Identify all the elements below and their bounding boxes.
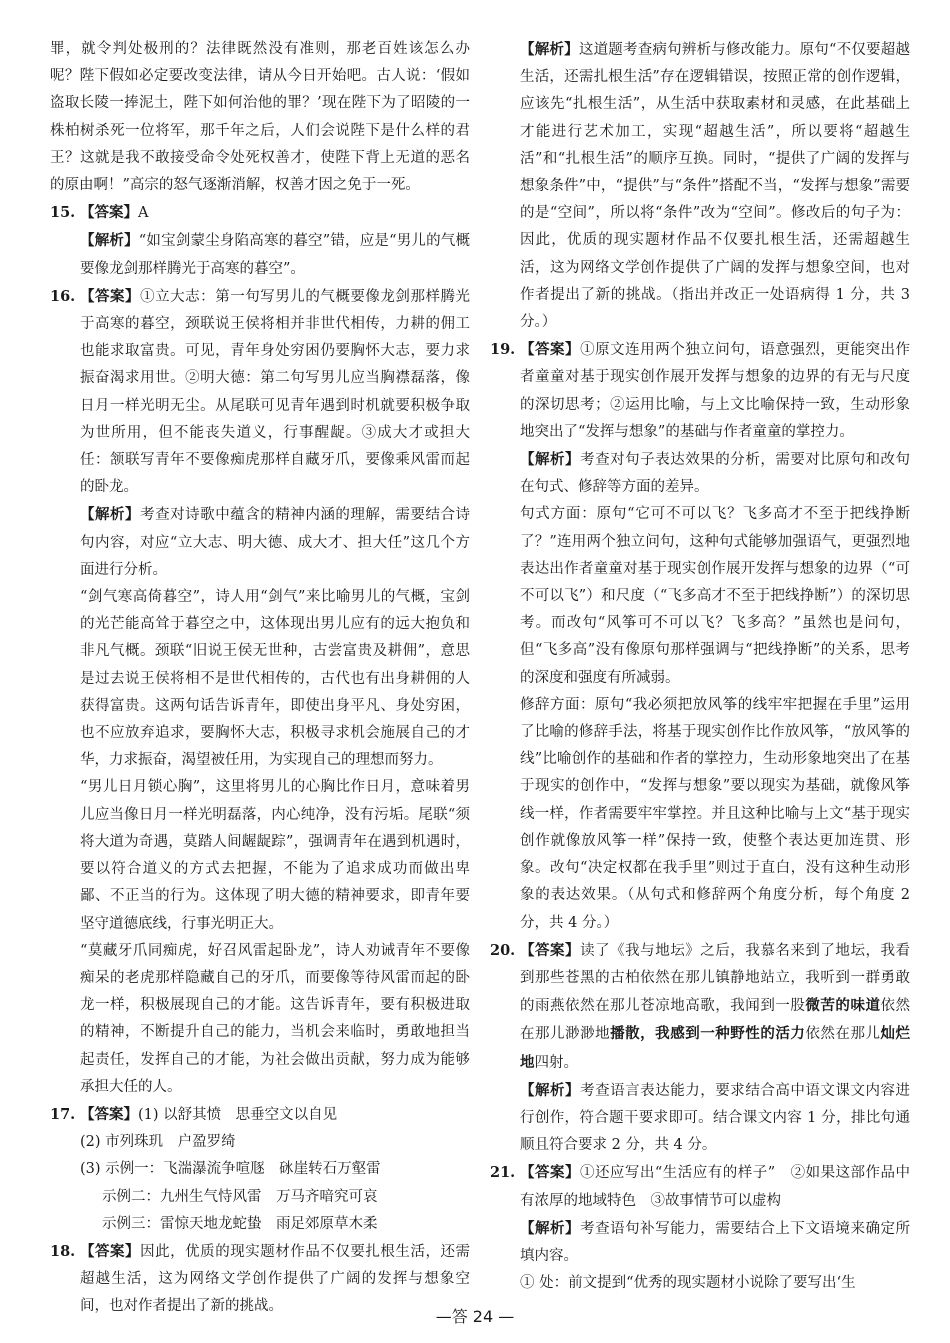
answer-label: 【答案】: [520, 341, 581, 359]
analysis-text: 考查语句补写能力，需要结合上下文语境来确定所填内容。: [520, 1220, 911, 1264]
answer-bold-3: 灿烂地: [520, 1025, 911, 1071]
answer-text: 四射。: [534, 1054, 578, 1071]
answer-text: ①还应写出“生活应有的样子” ②如果这部作品中有浓厚的地域特色 ③故事情节可以虚构: [520, 1165, 910, 1209]
analysis-text: 考查语言表达能力，要求结合高中语文课文内容进行创作，符合题干要求即可。结合课文内容 1 分，排比句通顺且符合要求 2 分，共 4 分。: [520, 1082, 911, 1154]
answer-line-3: (3) 示例一：飞湍瀑流争喧豗 砯崖转石万壑雷: [80, 1161, 381, 1178]
left-column: [50, 36, 470, 1321]
analysis-label: 【解析】: [520, 41, 579, 58]
question-19-paragraph-2: 句式方面：原句“它可不可以飞？飞多高才不至于把线挣断了？”连用两个独立问句，这种句式能够加强语气，更强烈地表达出作者童童对基于现实创作展开发挥与想象的边界（“可不可以飞”）和尺度（“飞多高才不至于把线挣断”）的深切思考。而改句“风筝可不可以飞？飞多高？”虽然也是问句，但“飞多高”没有像原句那样强调与“把线挣断”的关系，思考的深度和强度有所减弱。: [520, 506, 910, 686]
analysis-label: 【解析】: [520, 451, 581, 469]
answer-label: 【答案】: [520, 941, 581, 959]
question-number: 18.: [50, 1242, 76, 1260]
answer-text: 因此，优质的现实题材作品不仅要扎根生活，还需超越生活，这为网络文学创作提供了广阔的发挥与想象空间，也对作者提出了新的挑战。: [80, 1243, 471, 1315]
analysis-text: 考查对诗歌中蕴含的精神内涵的理解，需要结合诗句内容，对应“立大志、明大德、成大才、担大任”这几个方面进行分析。: [80, 507, 471, 578]
analysis-text: 考查对句子表达效果的分析，需要对比原句和改句在句式、修辞等方面的差异。: [520, 452, 911, 496]
analysis-label: 【解析】: [520, 1081, 581, 1099]
answer-line-5: 示例三：雷惊天地龙蛇蛰 雨足郊原草木柔: [102, 1215, 378, 1232]
answer-label: 【答案】: [80, 1105, 138, 1123]
question-20-answer: [490, 937, 910, 1077]
question-16-answer: [50, 283, 470, 502]
answer-line-4: 示例二：九州生气恃风雷 万马齐喑究可哀: [102, 1188, 378, 1205]
question-19-analysis: [490, 446, 910, 501]
question-number: 19.: [490, 341, 516, 359]
question-16-analysis: [50, 501, 470, 584]
question-16-paragraph-4: “莫藏牙爪同痴虎，好召风雷起卧龙”，诗人劝诫青年不要像痴呆的老虎那样隐藏自己的牙爪，而要像等待风雷而起的卧龙一样，积极展现自己的才能。这告诉青年，要有积极进取的精神，不断提升自己的能力，当机会来临时，勇敢地担当起责任，发挥自己的才能，为社会做出贡献，努力成为能够承担大任的人。: [80, 942, 470, 1095]
analysis-text: “如宝剑蒙尘身陷高寒的暮空”错，应是“男儿的气概要像龙剑那样腾光于高寒的暮空”。: [80, 233, 470, 277]
answer-text: ①立大志：第一句写男儿的气概要像龙剑那样腾光于高寒的暮空，颈联说王侯将相并非世代相传，力耕的佣工也能求取富贵。可见，青年身处穷困仍要胸怀大志，要力求振奋渴求用世。②明大德：第二句写男儿应当胸襟磊落，像日月一样光明无尘。从尾联可见青年遇到时机就要积极争取为世所用，但不能丧失道义，行事醒龊。③成大才或担大任：颔联写青年不要像痴虎那样自藏牙爪，要像乘风雷而起的卧龙。: [80, 288, 471, 496]
question-number: 17.: [50, 1105, 76, 1123]
answer-text: 读了《我与地坛》之后，我慕名来到了地坛，我看到那些苍黑的古柏依然在那儿镇静地站立，我听到一群勇敢的雨燕依然在那儿苍凉地高歌，我闻到一股: [520, 942, 911, 1015]
answer-bold-2: 播散，我感到一种野性的活力: [610, 1025, 806, 1043]
analysis-label: 【解析】: [520, 1219, 581, 1237]
answer-line-1: (1) 以舒其愤 思垂空文以自见: [138, 1106, 338, 1123]
question-16-paragraph-3: “男儿日月锁心胸”，这里将男儿的心胸比作日月，意味着男儿应当像日月一样光明磊落，内心纯净，没有污垢。尾联“须将大道为奇遇，莫踏人间龌龊踪”，强调青年在遇到机遇时，要以符合道义的方式去把握，不能为了追求成功而做出卑鄙、不正当的行为。这体现了明大德的精神要求，即青年要坚守道德底线，行事光明正大。: [80, 779, 470, 932]
answer-label: 【答案】: [80, 204, 138, 222]
question-number: 20.: [490, 941, 516, 959]
question-17-answer: [50, 1101, 470, 1129]
right-column: [490, 36, 910, 1297]
analysis-label: 【解析】: [80, 232, 139, 250]
answer-label: 【答案】: [80, 1242, 141, 1260]
question-21-analysis: [490, 1215, 910, 1270]
question-number: 16.: [50, 287, 76, 305]
answer-label: 【答案】: [520, 1164, 580, 1182]
question-20-analysis: [490, 1077, 910, 1160]
answer-bold-1: 微苦的味道: [805, 997, 881, 1015]
question-19-paragraph-3: 修辞方面：原句“我必须把放风筝的线牢牢把握在手里”运用了比喻的修辞手法，将基于现实创作比作放风筝，“放风筝的线”比喻创作的基础和作者的掌控力，生动形象地突出了在基于现实的创作中，“发挥与想象”要以现实为基础，就像风筝线一样，作者需要牢牢掌控。并且这种比喻与上文“基于现实创作就像放风筝一样”保持一致，使整个表达更加连贯、形象。改句“决定权都在我手里”则过于直白，没有这种生动形象的表达效果。（从句式和修辞两个角度分析，每个角度 2 分，共 4 分。）: [520, 696, 910, 931]
analysis-label: 【解析】: [80, 506, 141, 524]
q14-continuation: 罪，就令判处极刑的？法律既然没有准则，那老百姓该怎么办呢？陛下假如必定要改变法律，请从今日开始吧。古人说：‘假如盗取长陵一捧泥土，陛下如何治他的罪？’现在陛下为了昭陵的一株柏树杀死一位将军，那千年之后，人们会说陛下是什么样的君王？这就是我不敢接受命令处死权善才，使陛下背上无道的恶名的原由啊！”高宗的怒气逐渐消解，权善才因之免于一死。: [50, 41, 470, 194]
answer-text: ①原文连用两个独立问句，语意强烈，更能突出作者童童对基于现实创作展开发挥与想象的边界的有无与尺度的深切思考；②运用比喻，与上文比喻保持一致，生动形象地突出了“发挥与想象”的基础与作者童童的掌控力。: [520, 342, 911, 440]
question-18-analysis: [490, 36, 910, 336]
question-15-analysis: [50, 227, 470, 282]
question-15-answer: [50, 199, 470, 227]
question-21-paragraph-2: ① 处：前文提到“优秀的现实题材小说除了要写出‘生: [520, 1275, 856, 1292]
question-number: 15.: [50, 204, 76, 222]
question-19-answer: [490, 336, 910, 446]
analysis-text: 这道题考查病句辨析与修改能力。原句“不仅要超越生活，还需扎根生活”存在逻辑错误，按照正常的创作逻辑，应该先“扎根生活”，从生活中获取素材和灵感，在此基础上才能进行艺术加工，实现“超越生活”，所以要将“超越生活”和“扎根生活”的顺序互换。同时，“提供了广阔的发挥与想象条件”中，“提供”与“条件”搭配不当，“发挥与想象”需要的是“空间”，所以将“条件”改为“空间”。修改后的句子为：因此，优质的现实题材作品不仅要扎根生活，还需超越生活，这为网络文学创作提供了广阔的发挥与想象空间，也对作者提出了新的挑战。（指出并改正一处语病得 1 分，共 3 分。）: [520, 42, 910, 331]
question-16-paragraph-2: “剑气寒高倚暮空”，诗人用“剑气”来比喻男儿的气概，宝剑的光芒能高耸于暮空之中，这体现出男儿应有的远大抱负和非凡气概。颈联“旧说王侯无世种，古尝富贵及耕佣”，意思是过去说王侯将相不是世代相传的，古代也有出身耕佣的人获得富贵。这两句话告诉青年，即使出身平凡、身处穷困，也不应放弃追求，要胸怀大志，积极寻求机会施展自己的才华，力求振奋，渴望被任用，为实现自己的理想而努力。: [80, 589, 470, 769]
page-number: —答 24 —: [435, 1307, 515, 1326]
question-21-answer: [490, 1159, 910, 1214]
answer-label: 【答案】: [80, 287, 141, 305]
answer-text: 依然在那儿渺渺地: [520, 998, 911, 1043]
answer-text: A: [138, 205, 149, 222]
answer-line-2: (2) 市列珠玑 户盈罗绮: [80, 1134, 236, 1151]
question-number: 21.: [490, 1164, 516, 1182]
answer-text: 依然在那儿: [805, 1026, 881, 1043]
